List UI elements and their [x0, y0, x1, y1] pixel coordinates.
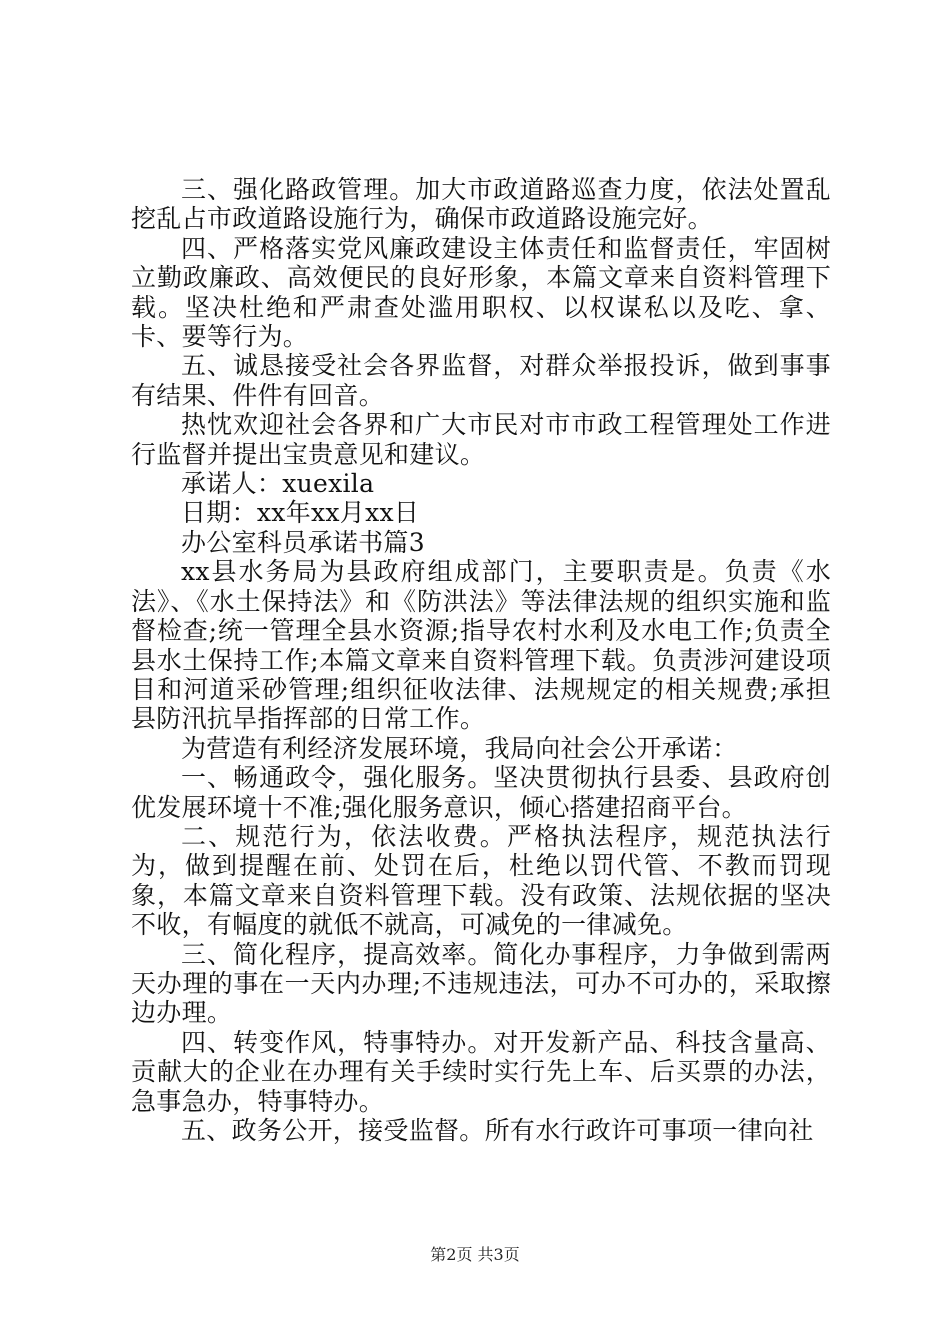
paragraph-date: 日期：xx年xx月xx日: [181, 498, 420, 528]
paragraph-promise-2: 二、规范行为，依法收费。严格执法程序，规范执法行为，做到提醒在前、处罚在后，杜绝以罚代管、不教而罚现象，本篇文章来自资料管理下载。没有政策、法规依据的坚决不收，有幅度的就低不就高，可减免的一律减免。: [131, 821, 831, 940]
paragraph-integrity-responsibility: 四、严格落实党风廉政建设主体责任和监督责任，牢固树立勤政廉政、高效便民的良好形象，本篇文章来自资料管理下载。坚决杜绝和严肃查处滥用职权、以权谋私以及吃、拿、卡、要等行为。: [131, 233, 831, 352]
paragraph-public-promise: 为营造有利经济发展环境，我局向社会公开承诺：: [181, 733, 738, 763]
paragraph-promise-1: 一、畅通政令，强化服务。坚决贯彻执行县委、县政府创优发展环境十不准;强化服务意识，倾心搭建招商平台。: [131, 763, 831, 822]
paragraph-accept-supervision: 五、诚恳接受社会各界监督，对群众举报投诉，做到事事有结果、件件有回音。: [131, 351, 831, 410]
page-number: 第2页 共3页: [430, 1245, 520, 1264]
paragraph-promise-3: 三、简化程序，提高效率。简化办事程序，力争做到需两天办理的事在一天内办理;不违规违法，可办不可办的，采取擦边办理。: [131, 939, 831, 1028]
paragraph-promise-4: 四、转变作风，特事特办。对开发新产品、科技含量高、贡献大的企业在办理有关手续时实行先上车、后买票的办法，急事急办，特事特办。: [131, 1027, 831, 1116]
paragraph-road-management: 三、强化路政管理。加大市政道路巡查力度，依法处置乱挖乱占市政道路设施行为，确保市政道路设施完好。: [131, 175, 831, 234]
page-footer: [0, 1245, 950, 1265]
document-body: [131, 175, 831, 1145]
paragraph-promise-5: 五、政务公开，接受监督。所有水行政许可事项一律向社: [181, 1116, 814, 1145]
section-heading: 办公室科员承诺书篇3: [181, 527, 425, 557]
paragraph-bureau-duties: xx县水务局为县政府组成部门，主要职责是。负责《水法》、《水土保持法》和《防洪法》等法律法规的组织实施和监督检查;统一管理全县水资源;指导农村水利及水电工作;负责全县水土保持工作;本篇文章来自资料管理下载。负责涉河建设项目和河道采砂管理;组织征收法律、法规规定的相关规费;承担县防汛抗旱指挥部的日常工作。: [131, 557, 831, 734]
paragraph-promisor: 承诺人：xuexila: [181, 469, 375, 499]
paragraph-welcome-feedback: 热忱欢迎社会各界和广大市民对市市政工程管理处工作进行监督并提出宝贵意见和建议。: [131, 410, 831, 469]
